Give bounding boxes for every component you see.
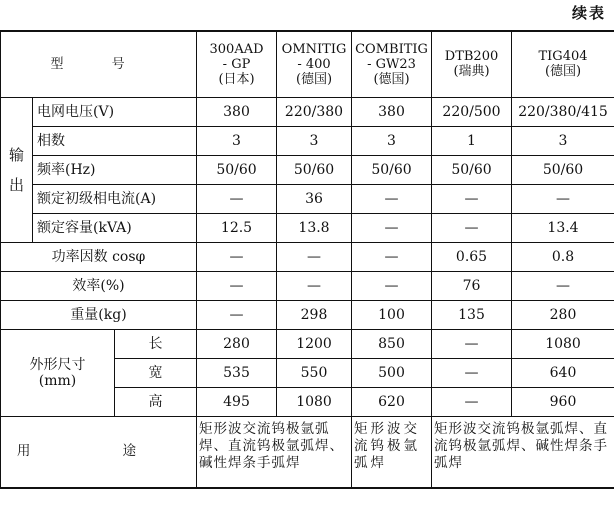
value-cell: 550 xyxy=(277,358,352,387)
value-cell: 3 xyxy=(277,126,352,155)
value-cell: — xyxy=(197,271,277,300)
value-cell: 12.5 xyxy=(197,213,277,242)
model-cell: 300AAD - GP (日本) xyxy=(197,31,277,97)
row-label: 额定初级相电流(A) xyxy=(33,184,197,213)
table-row xyxy=(1,126,614,155)
value-cell: 100 xyxy=(352,300,432,329)
value-cell: — xyxy=(197,184,277,213)
row-label: 重量(kg) xyxy=(1,300,197,329)
value-cell: 220/380/415 xyxy=(512,97,614,126)
value-cell: 298 xyxy=(277,300,352,329)
value-cell: — xyxy=(277,242,352,271)
value-cell: 960 xyxy=(512,387,614,416)
dimension-label: 长 xyxy=(115,329,197,358)
value-cell: 640 xyxy=(512,358,614,387)
welder-spec-table xyxy=(0,30,614,489)
value-cell: — xyxy=(432,184,512,213)
value-cell: — xyxy=(352,271,432,300)
row-label: 效率(%) xyxy=(1,271,197,300)
value-cell: 50/60 xyxy=(512,155,614,184)
value-cell: 50/60 xyxy=(352,155,432,184)
value-cell: 495 xyxy=(197,387,277,416)
usage-label: 用 途 xyxy=(1,416,197,488)
value-cell: — xyxy=(352,184,432,213)
table-row xyxy=(1,300,614,329)
model-cell: TIG404 (德国) xyxy=(512,31,614,97)
row-label: 额定容量(kVA) xyxy=(33,213,197,242)
value-cell: 380 xyxy=(352,97,432,126)
value-cell: 13.4 xyxy=(512,213,614,242)
value-cell: 3 xyxy=(512,126,614,155)
value-cell: 1080 xyxy=(512,329,614,358)
value-cell: — xyxy=(197,300,277,329)
model-cell: DTB200 (瑞典) xyxy=(432,31,512,97)
value-cell: — xyxy=(197,242,277,271)
value-cell: 3 xyxy=(197,126,277,155)
value-cell: 36 xyxy=(277,184,352,213)
output-section-label: 输出 xyxy=(1,97,33,242)
value-cell: 380 xyxy=(197,97,277,126)
value-cell: 13.8 xyxy=(277,213,352,242)
row-label: 功率因数 cosφ xyxy=(1,242,197,271)
value-cell: 220/500 xyxy=(432,97,512,126)
value-cell: 3 xyxy=(352,126,432,155)
model-cell: COMBITIG - GW23 (德国) xyxy=(352,31,432,97)
usage-cell: 矩形波交流钨极氩弧焊、直流钨极氩弧焊、碱性焊条手弧焊 xyxy=(197,416,352,488)
table-row xyxy=(1,184,614,213)
usage-cell: 矩形波交流钨极氩弧焊、直流钨极氩弧焊、碱性焊条手弧焊 xyxy=(432,416,614,488)
value-cell: — xyxy=(352,213,432,242)
value-cell: — xyxy=(432,387,512,416)
table-row xyxy=(1,271,614,300)
value-cell: 50/60 xyxy=(277,155,352,184)
table-row xyxy=(1,155,614,184)
value-cell: — xyxy=(512,184,614,213)
value-cell: 220/380 xyxy=(277,97,352,126)
table-row xyxy=(1,213,614,242)
header-row xyxy=(1,31,614,97)
value-cell: 135 xyxy=(432,300,512,329)
usage-cell: 矩形波交流钨极氩弧焊 xyxy=(352,416,432,488)
value-cell: 850 xyxy=(352,329,432,358)
usage-row xyxy=(1,416,614,488)
dimension-label: 宽 xyxy=(115,358,197,387)
value-cell: — xyxy=(432,329,512,358)
value-cell: 50/60 xyxy=(197,155,277,184)
row-label: 频率(Hz) xyxy=(33,155,197,184)
table-row xyxy=(1,242,614,271)
table-row xyxy=(1,97,614,126)
model-cell: OMNITIG - 400 (德国) xyxy=(277,31,352,97)
table-row xyxy=(1,329,614,358)
value-cell: 1080 xyxy=(277,387,352,416)
model-label: 型 号 xyxy=(1,31,197,97)
value-cell: — xyxy=(352,242,432,271)
value-cell: 0.65 xyxy=(432,242,512,271)
dimensions-label: 外形尺寸 (mm) xyxy=(1,329,115,416)
value-cell: 500 xyxy=(352,358,432,387)
value-cell: 1 xyxy=(432,126,512,155)
value-cell: 1200 xyxy=(277,329,352,358)
dimension-label: 高 xyxy=(115,387,197,416)
value-cell: 0.8 xyxy=(512,242,614,271)
value-cell: 280 xyxy=(197,329,277,358)
value-cell: 50/60 xyxy=(432,155,512,184)
row-label: 相数 xyxy=(33,126,197,155)
continued-label: 续表 xyxy=(571,4,606,22)
value-cell: — xyxy=(512,271,614,300)
row-label: 电网电压(V) xyxy=(33,97,197,126)
value-cell: 280 xyxy=(512,300,614,329)
value-cell: — xyxy=(277,271,352,300)
value-cell: — xyxy=(432,213,512,242)
value-cell: 620 xyxy=(352,387,432,416)
value-cell: — xyxy=(432,358,512,387)
value-cell: 535 xyxy=(197,358,277,387)
value-cell: 76 xyxy=(432,271,512,300)
